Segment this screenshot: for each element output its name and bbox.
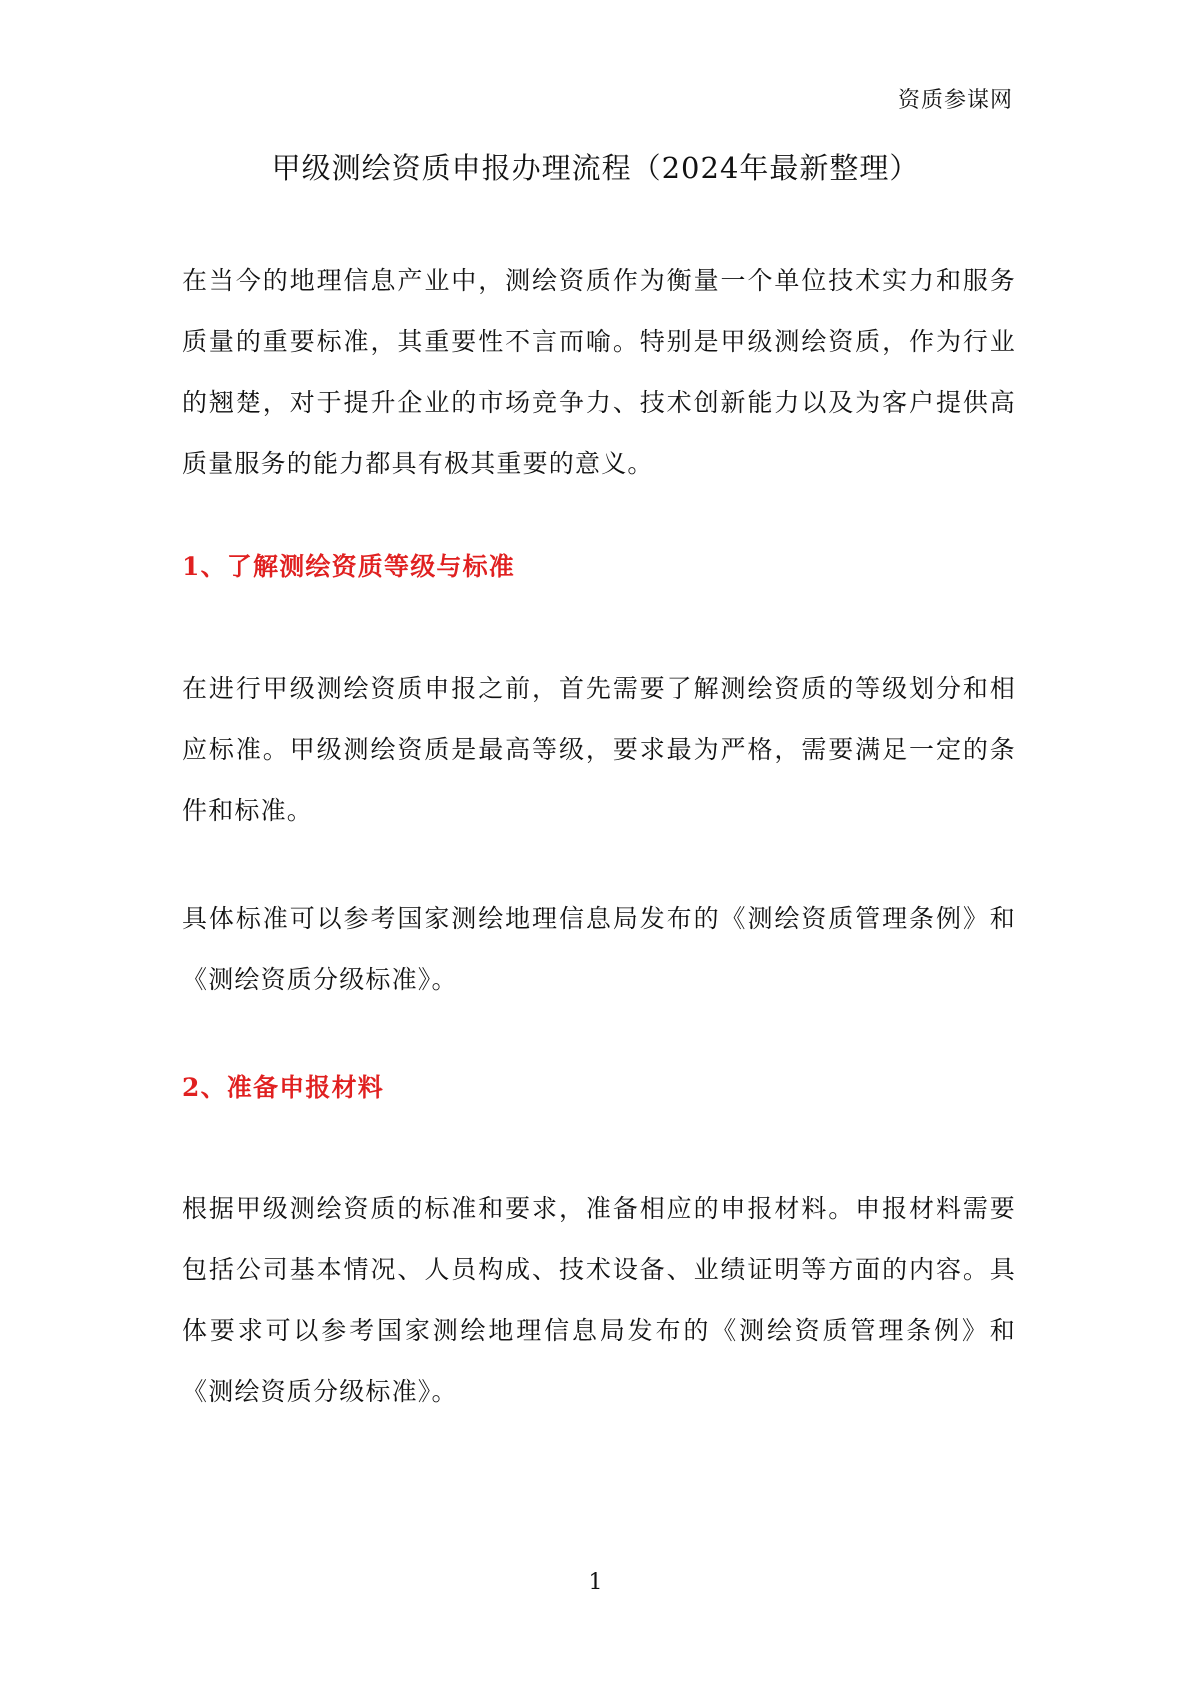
page-number: 1 bbox=[588, 1570, 603, 1595]
section-2-paragraph-1: 根据甲级测绘资质的标准和要求，准备相应的申报材料。申报材料需要包括公司基本情况、人员构成、技术设备、业绩证明等方面的内容。具体要求可以参考国家测绘地理信息局发布的《测绘资质管理条例》和《测绘资质分级标准》。 bbox=[182, 1194, 1016, 1406]
section-1-heading: 1、了解测绘资质等级与标准 bbox=[182, 552, 515, 581]
document-title: 甲级测绘资质申报办理流程（2024年最新整理） bbox=[271, 151, 920, 185]
intro-paragraph: 在当今的地理信息产业中，测绘资质作为衡量一个单位技术实力和服务质量的重要标准，其重要性不言而喻。特别是甲级测绘资质，作为行业的翘楚，对于提升企业的市场竞争力、技术创新能力以及为客户提供高质量服务的能力都具有极其重要的意义。 bbox=[182, 266, 1016, 478]
header-site-name: 资质参谋网 bbox=[897, 88, 1013, 113]
section-1-paragraph-1: 在进行甲级测绘资质申报之前，首先需要了解测绘资质的等级划分和相应标准。甲级测绘资质是最高等级，要求最为严格，需要满足一定的条件和标准。 bbox=[182, 674, 1016, 825]
section-2-heading: 2、准备申报材料 bbox=[182, 1073, 384, 1102]
section-1-paragraph-2: 具体标准可以参考国家测绘地理信息局发布的《测绘资质管理条例》和《测绘资质分级标准》。 bbox=[182, 904, 1016, 994]
